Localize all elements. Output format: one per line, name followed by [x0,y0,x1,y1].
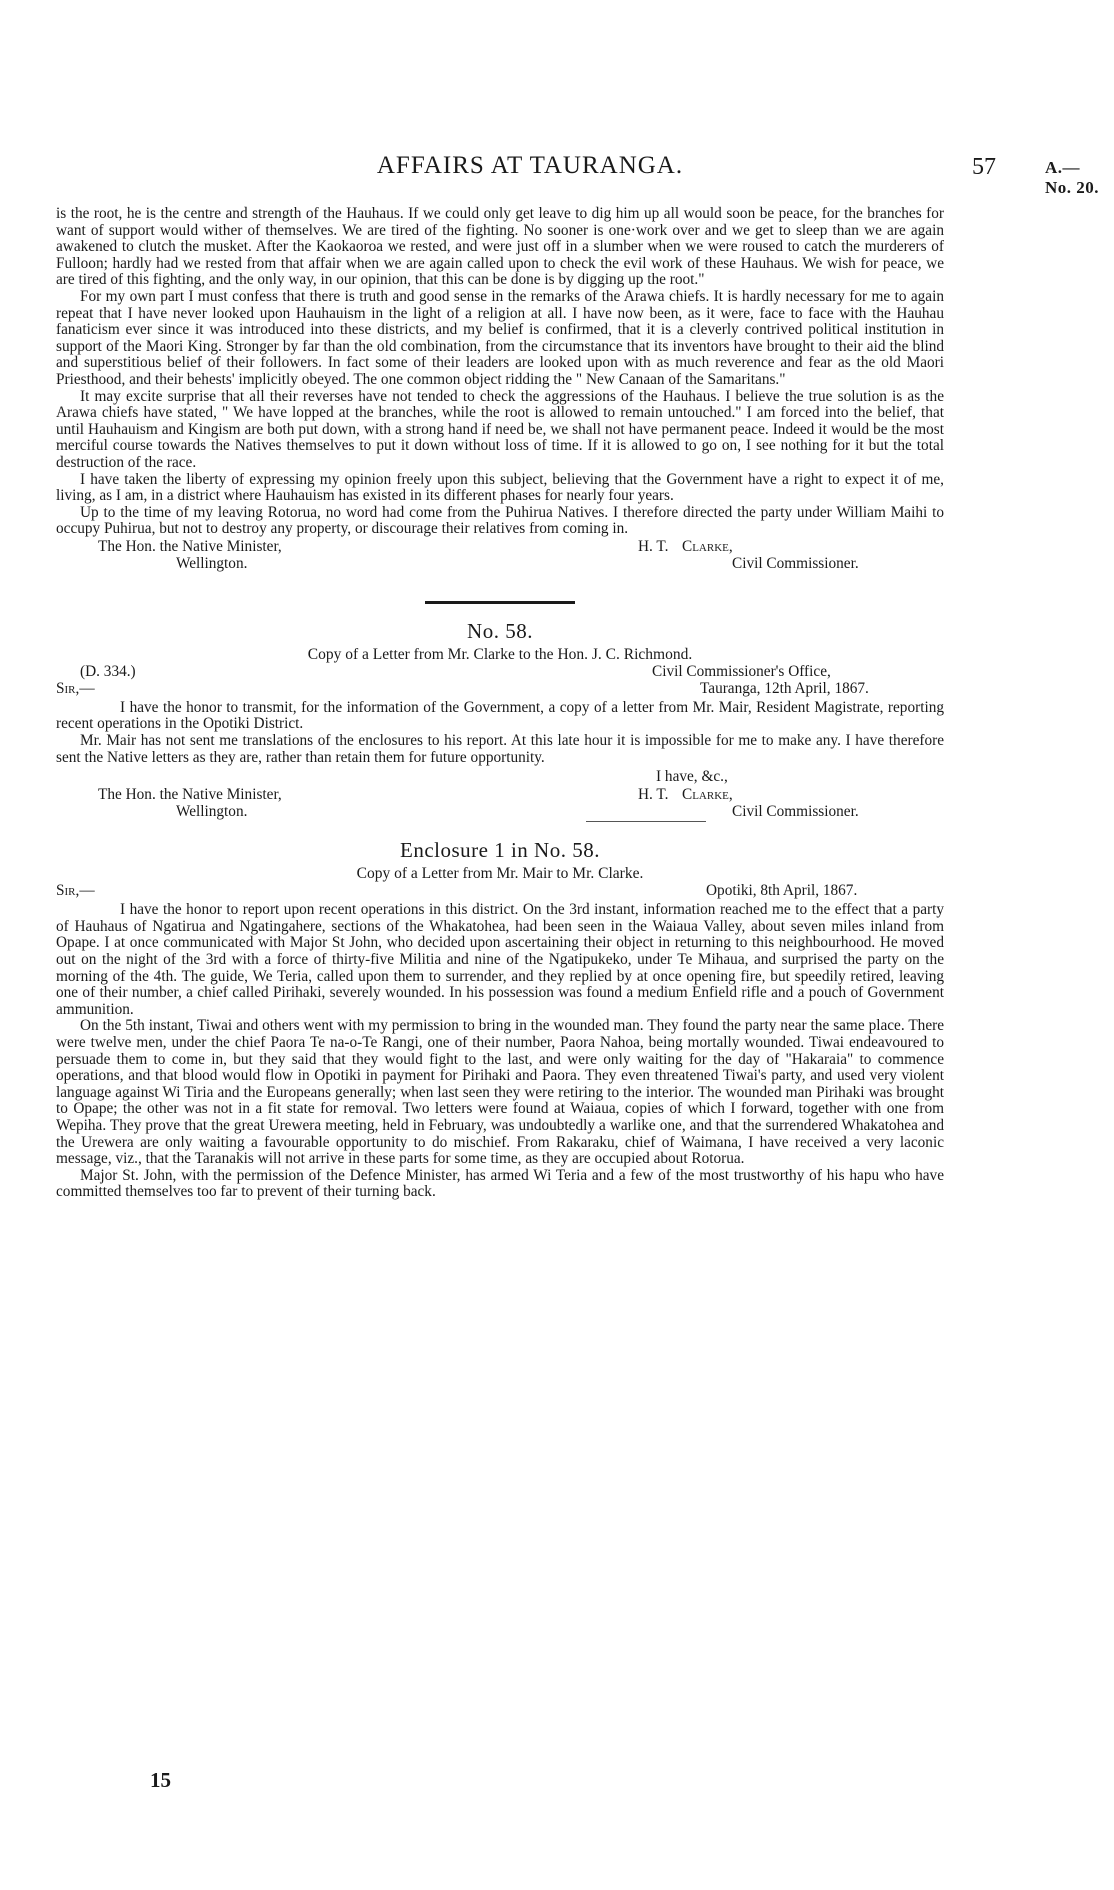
paragraph: On the 5th instant, Tiwai and others went with my permission to bring in the wounded man. They found the party near the same place. There were twelve men, under the chief Paora Te na-o-Te Rangi, one of their number, Paora Nahoa, being mortally wounded. Tiwai endeavoured to persuade them to come in, but they said that they would fight to the last, and were only waiting for the day of "Hakaraia" to commence operations, and that blood would flow in Opotiki in payment for Pirihaki and Paora. They even threatened Tiwai's party, and used very violent language against Wi Tiria and the Europeans generally; when last seen they were retiring to the interior. The wounded man Pirihaki was brought to Opape; the other was not in a fit state for removal. Two letters were found at Waiaua, copies of which I forward, together with one from Wepiha. They prove that the great Urewera meeting, held in February, was undoubtedly a warlike one, and that the surrendered Whakatohea and the Urewera are only waiting a favourable opportunity to do mischief. From Rakaraku, chief of Waimana, I have received a very laconic message, viz., that the Taranakis will not arrive in these parts for some time, as they are occupied about Rotorua. [56,1017,944,1168]
page-number: 57 [972,154,996,180]
paragraph: I have the honor to report upon recent operations in this district. On the 3rd instant, information reached me to the effect that a party of Hauhaus of Ngatirua and Ngatingahere, sections of the Whakatohea, had been seen in the Waiaua Valley, about seven miles inland from Opape. I at once communicated with Major St John, who decided upon ascertaining their object in returning to this neighbourhood. He moved out on the night of the 3rd with a force of thirty-five Militia and nine of the Ngatipukeko, under Te Mihaua, and surprised the party on the morning of the 4th. The guide, We Teria, called upon them to surrender, and they replied by at once opening fire, but speedily retired, leaving one of their number, a chief called Pirihaki, severely wounded. In his possession was found a medium Enfield rifle and a pouch of Government ammunition. [56,901,944,1018]
salutation: Sir,— [56,679,95,697]
addressee: The Hon. the Native Minister, [98,537,282,555]
paragraph: Up to the time of my leaving Rotorua, no word had come from the Puhirua Natives. I therefore directed the party under William Maihi to occupy Puhirua, but not to destroy any property, or discourage their relatives from coming in. [56,503,944,538]
letter-ref: (D. 334.) [80,662,136,680]
running-head: AFFAIRS AT TAURANGA. [376,152,684,179]
place-date: Tauranga, 12th April, 1867. [700,679,869,697]
paragraph: Mr. Mair has not sent me translations of the enclosures to his report. At this late hour it is impossible for me to make any. I have therefore sent the Native letters as they are, rather than retain them for future opportunity. [56,732,944,766]
paragraph: I have taken the liberty of expressing my opinion freely upon this subject, believing that the Government have a right to expect it of me, living, as I am, in a district where Hauhauism has existed in its different phases for nearly four years. [56,470,944,505]
signature-block [56,539,944,591]
signature-mark: 15 [150,1768,171,1792]
signer-surname: Clarke, [682,786,733,804]
addressee: The Hon. the Native Minister, [98,786,282,804]
paragraph: I have the honor to transmit, for the information of the Government, a copy of a letter from Mr. Mair, Resident Magistrate, reporting recent operations in the Opotiki District. [56,698,944,733]
signer-initials: H. T. [638,786,669,804]
addressee-city: Wellington. [176,554,248,572]
letter-subtitle: Copy of a Letter from Mr. Clarke to the Hon. J. C. Richmond. [307,645,693,663]
signer-title: Civil Commissioner. [732,803,859,821]
page-body [56,206,944,1201]
page-header [60,152,1100,197]
signer-initials: H. T. [638,537,669,555]
closing: I have, &c., [656,768,728,786]
letter-heading [56,664,944,700]
sender-office: Civil Commissioner's Office, [652,662,831,680]
section-divider [425,601,575,604]
paragraph: For my own part I must confess that there is truth and good sense in the remarks of the Arawa chiefs. It is hardly necessary for me to again repeat that I have never looked upon Hauhauism in the light of a religion at all. I have now been, as it were, face to face with the Hauhau fanaticism ever since it was introduced into these districts, and my belief is confirmed, that it is a cleverly contrived political institution in support of the Maori King. Stronger by far than the old combination, from the circumstance that its inventors have brought to their aid the blind and superstitious belief of their followers. In fact some of their leaders are looked upon with as much reverence and fear as the old Maori Priesthood, and their behests' implicitly obeyed. The one common object ridding the " New Canaan of the Samaritans." [56,287,944,388]
signer-title: Civil Commissioner. [732,554,859,572]
signature-rule [586,821,706,822]
signature-block [56,767,944,829]
paragraph: is the root, he is the centre and strength of the Hauhaus. If we could only get leave to dig him up all would soon be peace, for the branches for want of support would wither of themselves. We are tired of the fighting. No sooner is one·work over and we get to sleep than we are again awakened to clutch the musket. After the Kaokaoroa we rested, and were just off in a slumber when we were roused to catch the murderers of Fulloon; hardly had we rested from that affair when we are again called upon to check the evil work of these Hauhaus. We wish for peace, we are tired of this fighting, and the only way, in our opinion, that this can be done is by digging up the root." [56,205,944,289]
addressee-city: Wellington. [176,803,248,821]
paragraph: Major St. John, with the permission of the Defence Minister, has armed Wi Teria and a few of the most trustworthy of his hapu who have committed themselves too far to prevent of their turning back. [56,1166,944,1201]
letter-subtitle: Copy of a Letter from Mr. Mair to Mr. Clarke. [356,865,644,883]
paragraph: It may excite surprise that all their reverses have not tended to check the aggressions of the Hauhaus. I believe the true solution is as the Arawa chiefs have stated, " We have lopped at the branches, while the root is allowed to remain untouched." I am forced into the belief, that until Hauhauism and Kingism are both put down, with a strong hand if need be, we shall not have permanent peace. Indeed it would be the most merciful course towards the Natives themselves to put it down without loss of time. If it is allowed to go on, I see nothing for it but the total destruction of the race. [56,387,944,471]
letter-heading [56,883,944,902]
enclosure-title: Enclosure 1 in No. 58. [400,838,600,863]
salutation: Sir,— [56,882,95,900]
paper-reference: A.—No. 20. [1045,158,1100,197]
section-title: No. 58. [467,618,533,643]
place-date: Opotiki, 8th April, 1867. [706,882,858,900]
signer-surname: Clarke, [682,537,733,555]
